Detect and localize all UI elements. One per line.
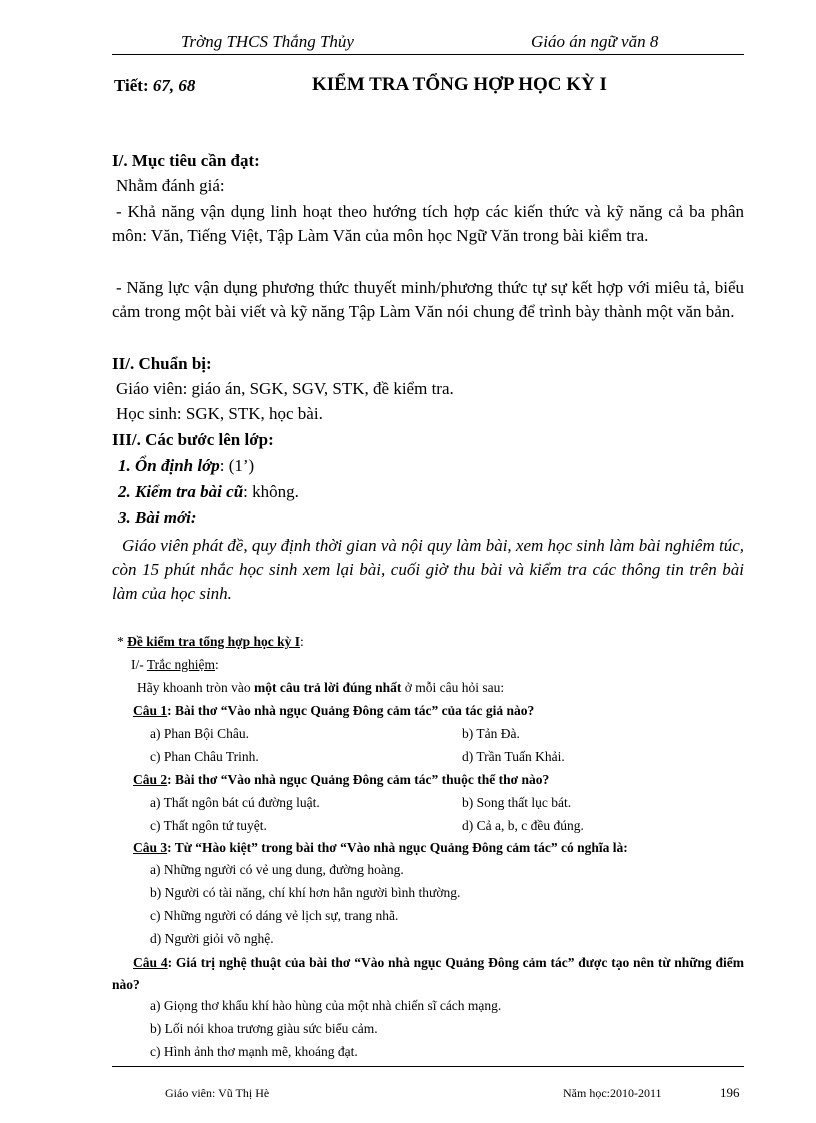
section-2-title: II/. Chuẩn bị: bbox=[112, 354, 212, 373]
exam-part-1-label: Trắc nghiệm bbox=[146, 657, 215, 672]
footer-divider bbox=[112, 1066, 744, 1067]
step-3 bbox=[118, 508, 197, 528]
question-1 bbox=[133, 703, 534, 719]
exam-part-1-colon: : bbox=[215, 657, 219, 672]
question-3-text: : Từ “Hào kiệt” trong bài thơ “Vào nhà ngục Quảng Đông cảm tác” có nghĩa là: bbox=[167, 840, 628, 855]
exam-part-1 bbox=[131, 657, 219, 673]
lesson-number bbox=[114, 76, 195, 96]
q1-option-b: b) Tản Đà. bbox=[462, 726, 520, 741]
q3-option-c: c) Những người có dáng vẻ lịch sự, trang nhã. bbox=[150, 908, 399, 923]
exam-instruction-c: ở mỗi câu hỏi sau: bbox=[401, 680, 505, 695]
section-3-paragraph: Giáo viên phát đề, quy định thời gian và nội quy làm bài, xem học sinh làm bài nghiêm túc, còn 15 phút nhắc học sinh xem lại bài, cuối giờ thu bài và kiểm tra các thông tin trên bài làm của học sinh. bbox=[112, 536, 744, 603]
section-3-title: III/. Các bước lên lớp: bbox=[112, 430, 274, 449]
section-1-paragraph-1: - Khả năng vận dụng linh hoạt theo hướng tích hợp các kiến thức và kỹ năng cả ba phân môn: Văn, Tiếng Việt, Tập Làm Văn của môn học Ngữ Văn trong bài kiểm tra. bbox=[112, 202, 744, 245]
exam-instruction bbox=[137, 680, 504, 696]
step-1-text: : (1’) bbox=[219, 456, 255, 475]
question-1-text: : Bài thơ “Vào nhà ngục Quảng Đông cảm tác” của tác giả nào? bbox=[167, 703, 535, 718]
q1-option-a: a) Phan Bội Châu. bbox=[150, 726, 249, 741]
section-1-title: I/. Mục tiêu cần đạt: bbox=[112, 151, 260, 170]
question-4-label: Câu 4 bbox=[133, 955, 168, 970]
section-2-teacher: Giáo viên: giáo án, SGK, SGV, STK, đề kiểm tra. bbox=[116, 379, 454, 398]
q4-option-a: a) Giọng thơ khẩu khí hào hùng của một nhà chiến sĩ cách mạng. bbox=[150, 998, 502, 1013]
q2-option-b: b) Song thất lục bát. bbox=[462, 795, 572, 810]
header-divider bbox=[112, 54, 744, 55]
step-2 bbox=[118, 482, 299, 502]
step-1-label: 1. Ổn định lớp bbox=[118, 456, 220, 475]
question-3 bbox=[133, 840, 628, 856]
q2-option-a: a) Thất ngôn bát cú đường luật. bbox=[150, 795, 320, 810]
question-4-text: : Giá trị nghệ thuật của bài thơ “Vào nhà ngục Quảng Đông cảm tác” được tạo nên từ những điểm nào? bbox=[112, 955, 744, 992]
step-2-label: 2. Kiểm tra bài cũ bbox=[118, 482, 244, 501]
question-2-text: : Bài thơ “Vào nhà ngục Quảng Đông cảm tác” thuộc thể thơ nào? bbox=[167, 772, 550, 787]
lesson-number-value: 67, 68 bbox=[152, 76, 196, 95]
q2-option-d: d) Cả a, b, c đều đúng. bbox=[462, 818, 584, 833]
header-subject: Giáo án ngữ văn 8 bbox=[531, 32, 659, 51]
header-school: Trờng THCS Thắng Thủy bbox=[181, 32, 354, 51]
exam-heading bbox=[117, 634, 304, 650]
footer-teacher: Giáo viên: Vũ Thị Hè bbox=[165, 1086, 270, 1100]
question-2 bbox=[133, 772, 549, 788]
section-1-paragraph-2: - Năng lực vận dụng phương thức thuyết minh/phương thức tự sự kết hợp với miêu tả, biểu cảm trong một bài viết và kỹ năng Tập Làm Văn nói chung để trình bày thành một văn bản. bbox=[112, 278, 744, 321]
q2-option-c: c) Thất ngôn tứ tuyệt. bbox=[150, 818, 267, 833]
q3-option-a: a) Những người có vẻ ung dung, đường hoàng. bbox=[150, 862, 404, 877]
q4-option-c: c) Hình ảnh thơ mạnh mẽ, khoáng đạt. bbox=[150, 1044, 358, 1059]
q1-option-c: c) Phan Châu Trinh. bbox=[150, 749, 259, 764]
section-2-student: Học sinh: SGK, STK, học bài. bbox=[116, 404, 323, 423]
q3-option-d: d) Người giỏi võ nghệ. bbox=[150, 931, 274, 946]
step-2-text: : không. bbox=[243, 482, 299, 501]
page-title: KIỂM TRA TỔNG HỢP HỌC KỲ I bbox=[312, 74, 607, 95]
section-1-intro: Nhằm đánh giá: bbox=[116, 176, 225, 195]
question-2-label: Câu 2 bbox=[133, 772, 168, 787]
question-4 bbox=[112, 952, 744, 996]
q3-option-b: b) Người có tài năng, chí khí hơn hẳn người bình thường. bbox=[150, 885, 461, 900]
lesson-label: Tiết: bbox=[114, 76, 149, 95]
q1-option-d: d) Trần Tuấn Khải. bbox=[462, 749, 565, 764]
q4-option-b: b) Lối nói khoa trương giàu sức biểu cảm. bbox=[150, 1021, 378, 1036]
page-number: 196 bbox=[720, 1085, 740, 1100]
exam-heading-colon: : bbox=[299, 634, 304, 649]
question-1-label: Câu 1 bbox=[133, 703, 168, 718]
footer-year: Năm học:2010-2011 bbox=[563, 1086, 662, 1100]
step-3-label: 3. Bài mới bbox=[118, 508, 191, 527]
question-3-label: Câu 3 bbox=[133, 840, 168, 855]
exam-instruction-a: Hãy khoanh tròn vào bbox=[137, 680, 254, 695]
exam-heading-text: Đề kiểm tra tổng hợp học kỳ I bbox=[127, 634, 300, 649]
exam-instruction-b: một câu trả lời đúng nhất bbox=[253, 680, 402, 695]
step-1 bbox=[118, 456, 254, 476]
exam-part-1-prefix: I/- bbox=[131, 657, 147, 672]
step-3-text: : bbox=[190, 508, 197, 527]
exam-star: * bbox=[117, 634, 128, 649]
